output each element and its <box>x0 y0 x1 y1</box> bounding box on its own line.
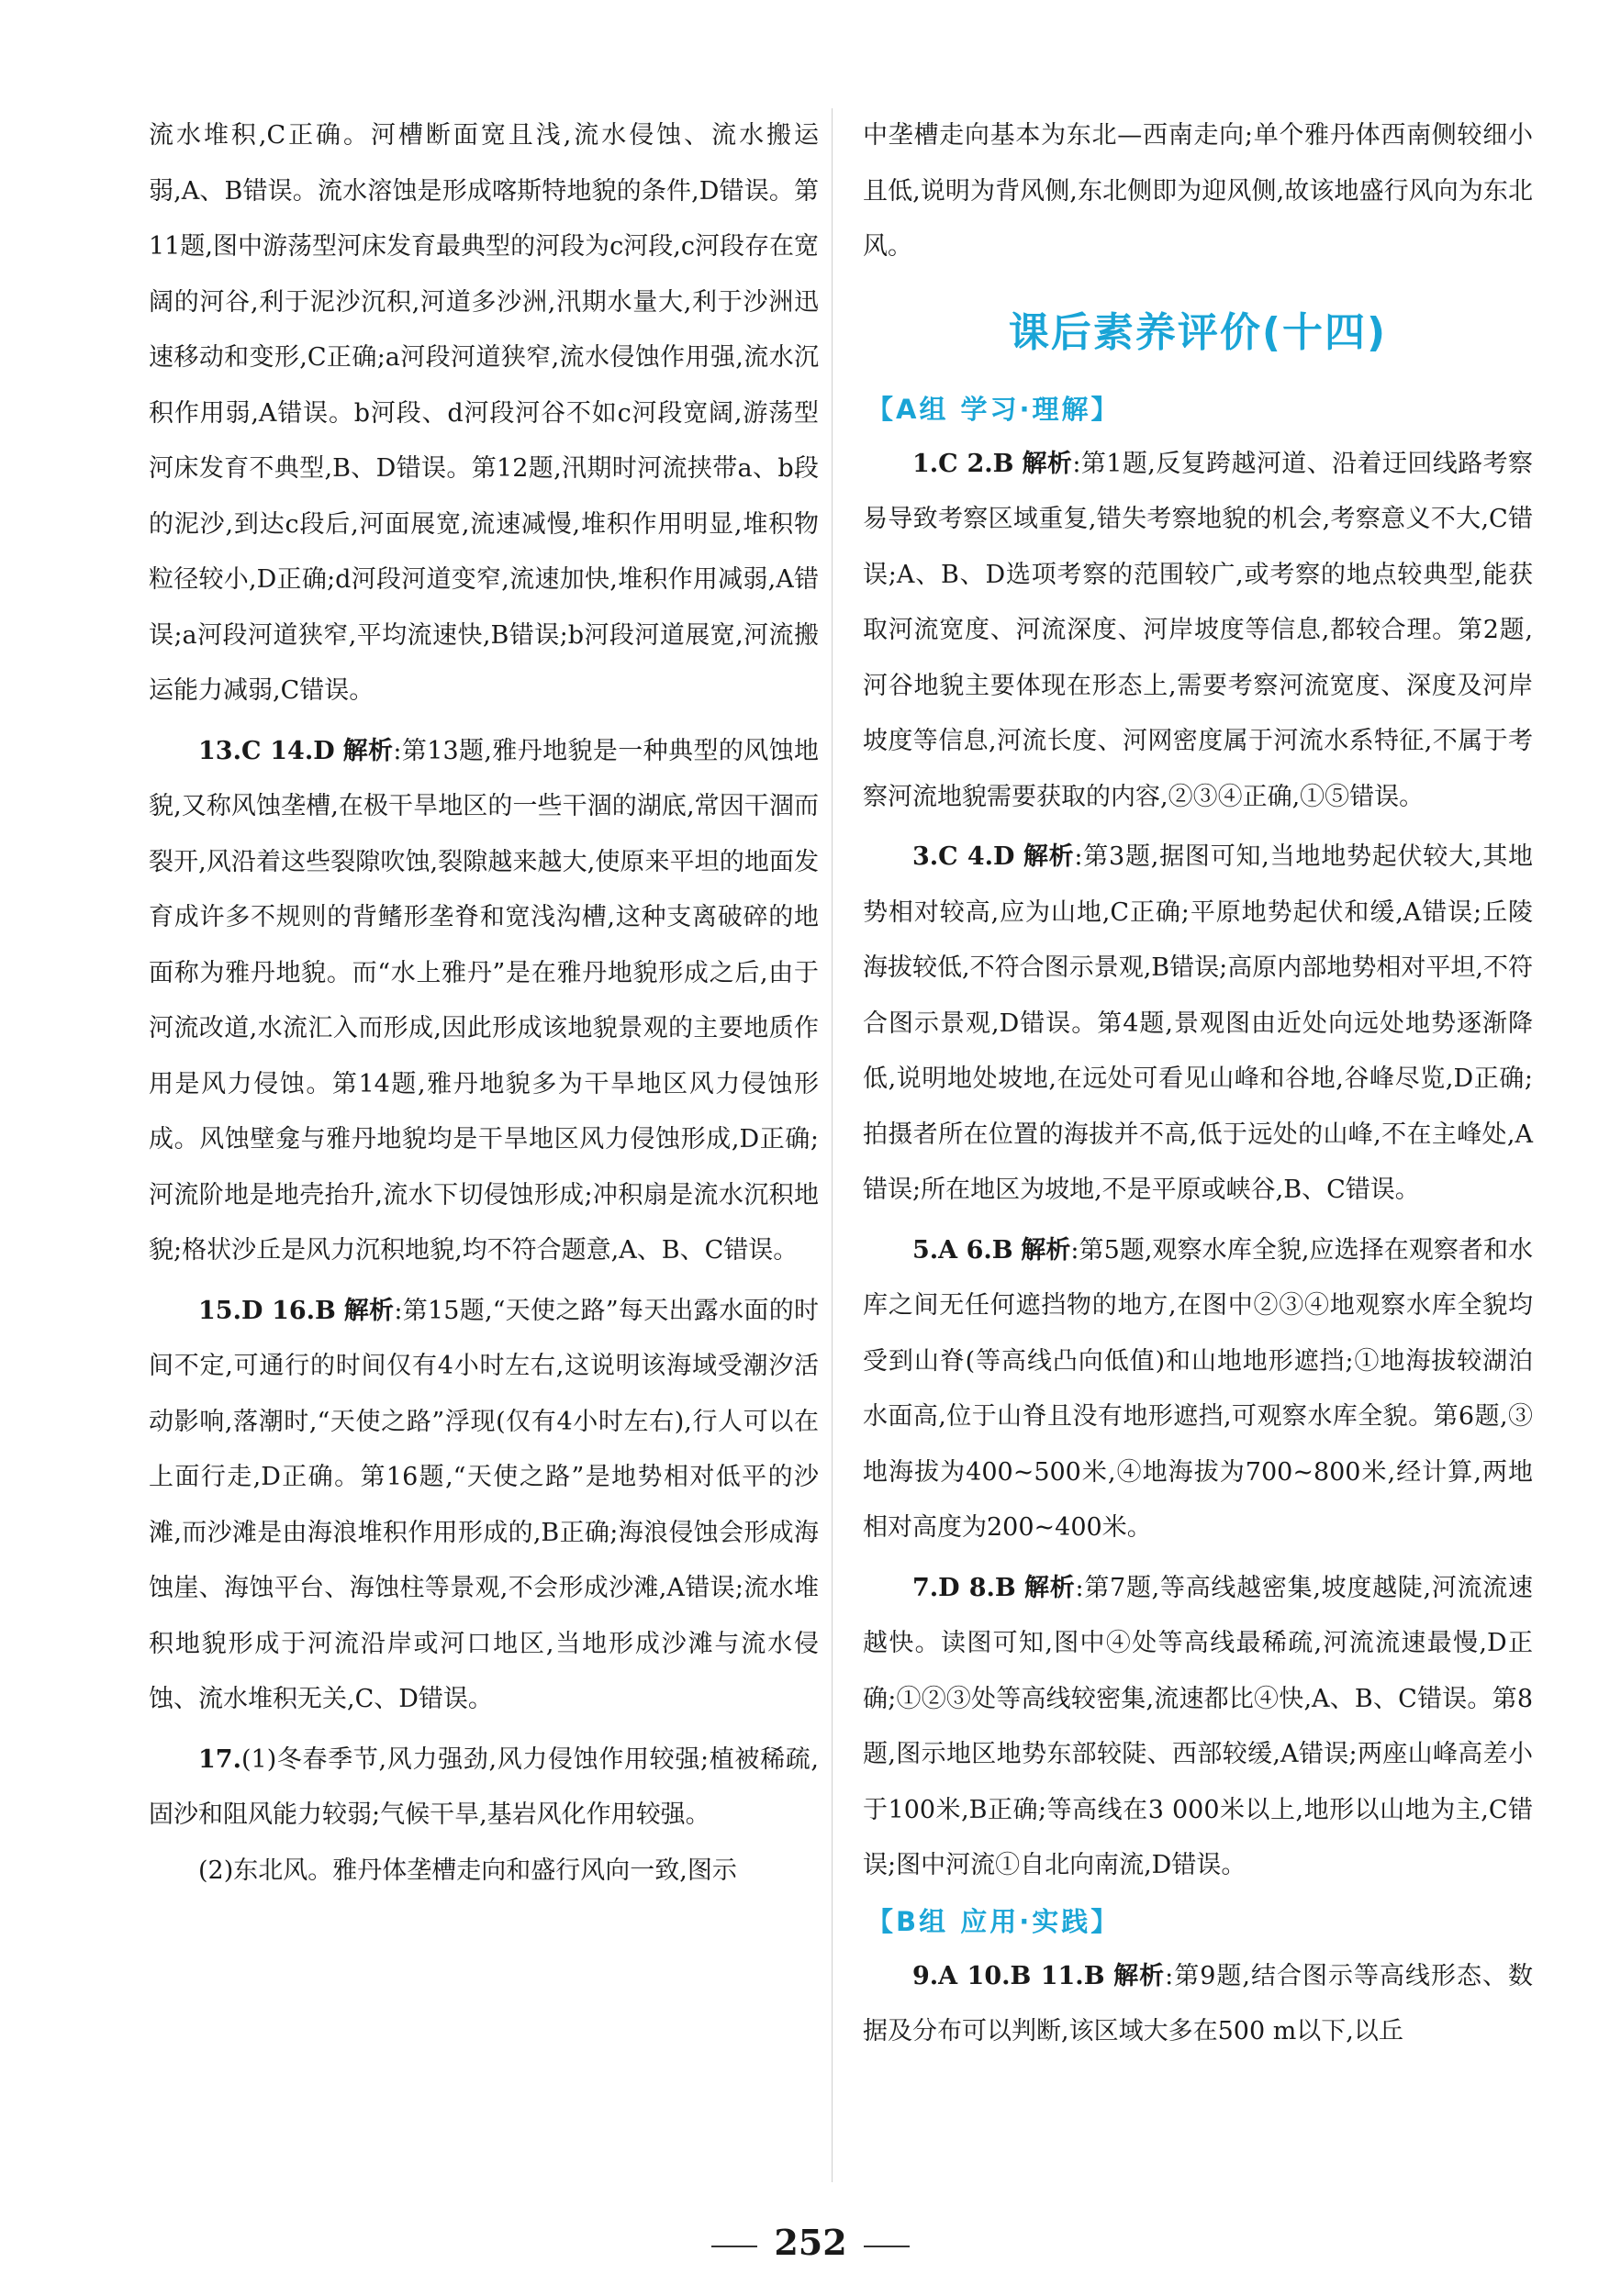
right-column <box>863 108 1533 2060</box>
analysis-label: 解析 <box>1021 1235 1071 1265</box>
answer-key: 9.A 10.B 11.B <box>912 1961 1105 1990</box>
answer-key: 7.D 8.B <box>912 1573 1016 1602</box>
answer-text: (1)冬春季节,风力强劲,风力侵蚀作用较强;植被稀疏,固沙和阻风能力较弱;气候干旱,基岩风化作用较强。 <box>149 1744 819 1829</box>
answer-block-5-6 <box>863 1223 1533 1556</box>
analysis-text: :第15题,“天使之路”每天出露水面的时间不定,可通行的时间仅有4小时左右,这说明该海域受潮汐活动影响,落潮时,“天使之路”浮现(仅有4小时左右),行人可以在上面行走,D正确。第16题,“天使之路”是地势相对低平的沙滩,而沙滩是由海浪堆积作用形成的,B正确;海浪侵蚀会形成海蚀崖、海蚀平台、海蚀柱等景观,不会形成沙滩,A错误;流水堆积地貌形成于河流沿岸或河口地区,当地形成沙滩与流水侵蚀、流水堆积无关,C、D错误。 <box>149 1296 819 1713</box>
analysis-text: :第9题,结合图示等高线形态、数据及分布可以判断,该区域大多在500 m以下,以丘 <box>863 1961 1534 2045</box>
footer-rule-left <box>711 2246 757 2247</box>
analysis-label: 解析 <box>1023 842 1075 871</box>
answer-block-17-part2: (2)东北风。雅丹体垄槽走向和盛行风向一致,图示 <box>198 1856 737 1885</box>
analysis-text: :第3题,据图可知,当地地势起伏较大,其地势相对较高,应为山地,C正确;平原地势起伏和缓,A错误;丘陵海拔较低,不符合图示景观,B错误;高原内部地势相对平坦,不符合图示景观,D错误。第4题,景观图由近处向远处地势逐渐降低,说明地处坡地,在远处可看见山峰和谷地,谷峰尽览,D正确;拍摄者所在位置的海拔并不高,低于远处的山峰,不在主峰处,A错误;所在地区为坡地,不是平原或峡谷,B、C错误。 <box>863 842 1534 1204</box>
answer-key: 15.D 16.B <box>198 1296 336 1325</box>
left-column <box>149 108 819 1899</box>
answer-key: 3.C 4.D <box>912 842 1015 871</box>
analysis-label: 解析 <box>1113 1961 1166 1990</box>
analysis-text: :第7题,等高线越密集,坡度越陡,河流流速越快。读图可知,图中④处等高线最稀疏,河流流速最慢,D正确;①②③处等高线较密集,流速都比④快,A、B、C错误。第8题,图示地区地势东部较陡、西部较缓,A错误;两座山峰高差小于100米,B正确;等高线在3 000米以上,地形以山地为主,C错误;图中河流①自北向南流,D错误。 <box>863 1573 1533 1879</box>
analysis-text: :第13题,雅丹地貌是一种典型的风蚀地貌,又称风蚀垄槽,在极干旱地区的一些干涸的湖底,常因干涸而裂开,风沿着这些裂隙吹蚀,裂隙越来越大,使原来平坦的地面发育成许多不规则的背鳍形垄脊和宽浅沟槽,这种支离破碎的地面称为雅丹地貌。而“水上雅丹”是在雅丹地貌形成之后,由于河流改道,水流汇入而形成,因此形成该地貌景观的主要地质作用是风力侵蚀。第14题,雅丹地貌多为干旱地区风力侵蚀形成。风蚀壁龛与雅丹地貌均是干旱地区风力侵蚀形成,D正确;河流阶地是地壳抬升,流水下切侵蚀形成;冲积扇是流水沉积地貌;格状沙丘是风力沉积地貌,均不符合题意,A、B、C错误。 <box>149 736 819 1265</box>
section-title: 课后素养评价(十四) <box>1008 308 1388 356</box>
analysis-text: :第5题,观察水库全貌,应选择在观察者和水库之间无任何遮挡物的地方,在图中②③④地观察水库全貌均受到山脊(等高线凸向低值)和山地地形遮挡;①地海拔较湖泊水面高,位于山脊且没有地形遮挡,可观察水库全貌。第6题,③地海拔为400~500米,④地海拔为700~800米,经计算,两地相对高度为200~400米。 <box>863 1235 1534 1542</box>
answer-block-3-4 <box>863 830 1533 1219</box>
paragraph: 流水堆积,C正确。河槽断面宽且浅,流水侵蚀、流水搬运弱,A、B错误。流水溶蚀是形成喀斯特地貌的条件,D错误。第11题,图中游荡型河床发育最典型的河段为c河段,c河段存在宽阔的河谷,利于泥沙沉积,河道多沙洲,汛期水量大,利于沙洲迅速移动和变形,C正确;a河段河道狭窄,流水侵蚀作用强,流水沉积作用弱,A错误。b河段、d河段河谷不如c河段宽阔,游荡型河床发育不典型,B、D错误。第12题,汛期时河流挟带a、b段的泥沙,到达c段后,河面展宽,流速减慢,堆积作用明显,堆积物粒径较小,D正确;d河段河道变窄,流速加快,堆积作用减弱,A错误;a河段河道狭窄,平均流速快,B错误;b河段河道展宽,河流搬运能力减弱,C错误。 <box>149 121 819 705</box>
answer-key: 17. <box>198 1744 241 1774</box>
column-divider <box>832 108 833 2182</box>
analysis-label: 解析 <box>343 1296 395 1325</box>
paragraph: 中垄槽走向基本为东北—西南走向;单个雅丹体西南侧较细小且低,说明为背风侧,东北侧即为迎风侧,故该地盛行风向为东北风。 <box>863 121 1533 261</box>
answer-block-1-2 <box>863 437 1533 826</box>
answer-block-15-16 <box>149 1284 819 1728</box>
group-heading-a: 【A组 学习·理解】 <box>866 393 1121 425</box>
footer-rule-right <box>864 2246 910 2247</box>
analysis-label: 解析 <box>1022 449 1073 478</box>
page-number: 252 <box>774 2222 847 2263</box>
group-heading-b: 【B组 应用·实践】 <box>866 1905 1121 1937</box>
answer-key: 13.C 14.D <box>198 736 335 765</box>
answer-block-17 <box>149 1733 819 1844</box>
answer-block-9-11 <box>863 1949 1533 2060</box>
answer-key: 5.A 6.B <box>912 1235 1013 1265</box>
answer-block-7-8 <box>863 1561 1533 1894</box>
analysis-text: :第1题,反复跨越河道、沿着迂回线路考察易导致考察区域重复,错失考察地貌的机会,考察意义不大,C错误;A、B、D选项考察的范围较广,或考察的地点较典型,能获取河流宽度、河流深度、河岸坡度等信息,都较合理。第2题,河谷地貌主要体现在形态上,需要考察河流宽度、深度及河岸坡度等信息,河流长度、河网密度属于河流水系特征,不属于考察河流地貌需要获取的内容,②③④正确,①⑤错误。 <box>863 449 1533 811</box>
answer-key: 1.C 2.B <box>912 449 1014 478</box>
page-footer <box>0 2224 1621 2261</box>
analysis-label: 解析 <box>1024 1573 1076 1602</box>
analysis-label: 解析 <box>342 736 394 765</box>
answer-block-13-14 <box>149 724 819 1279</box>
